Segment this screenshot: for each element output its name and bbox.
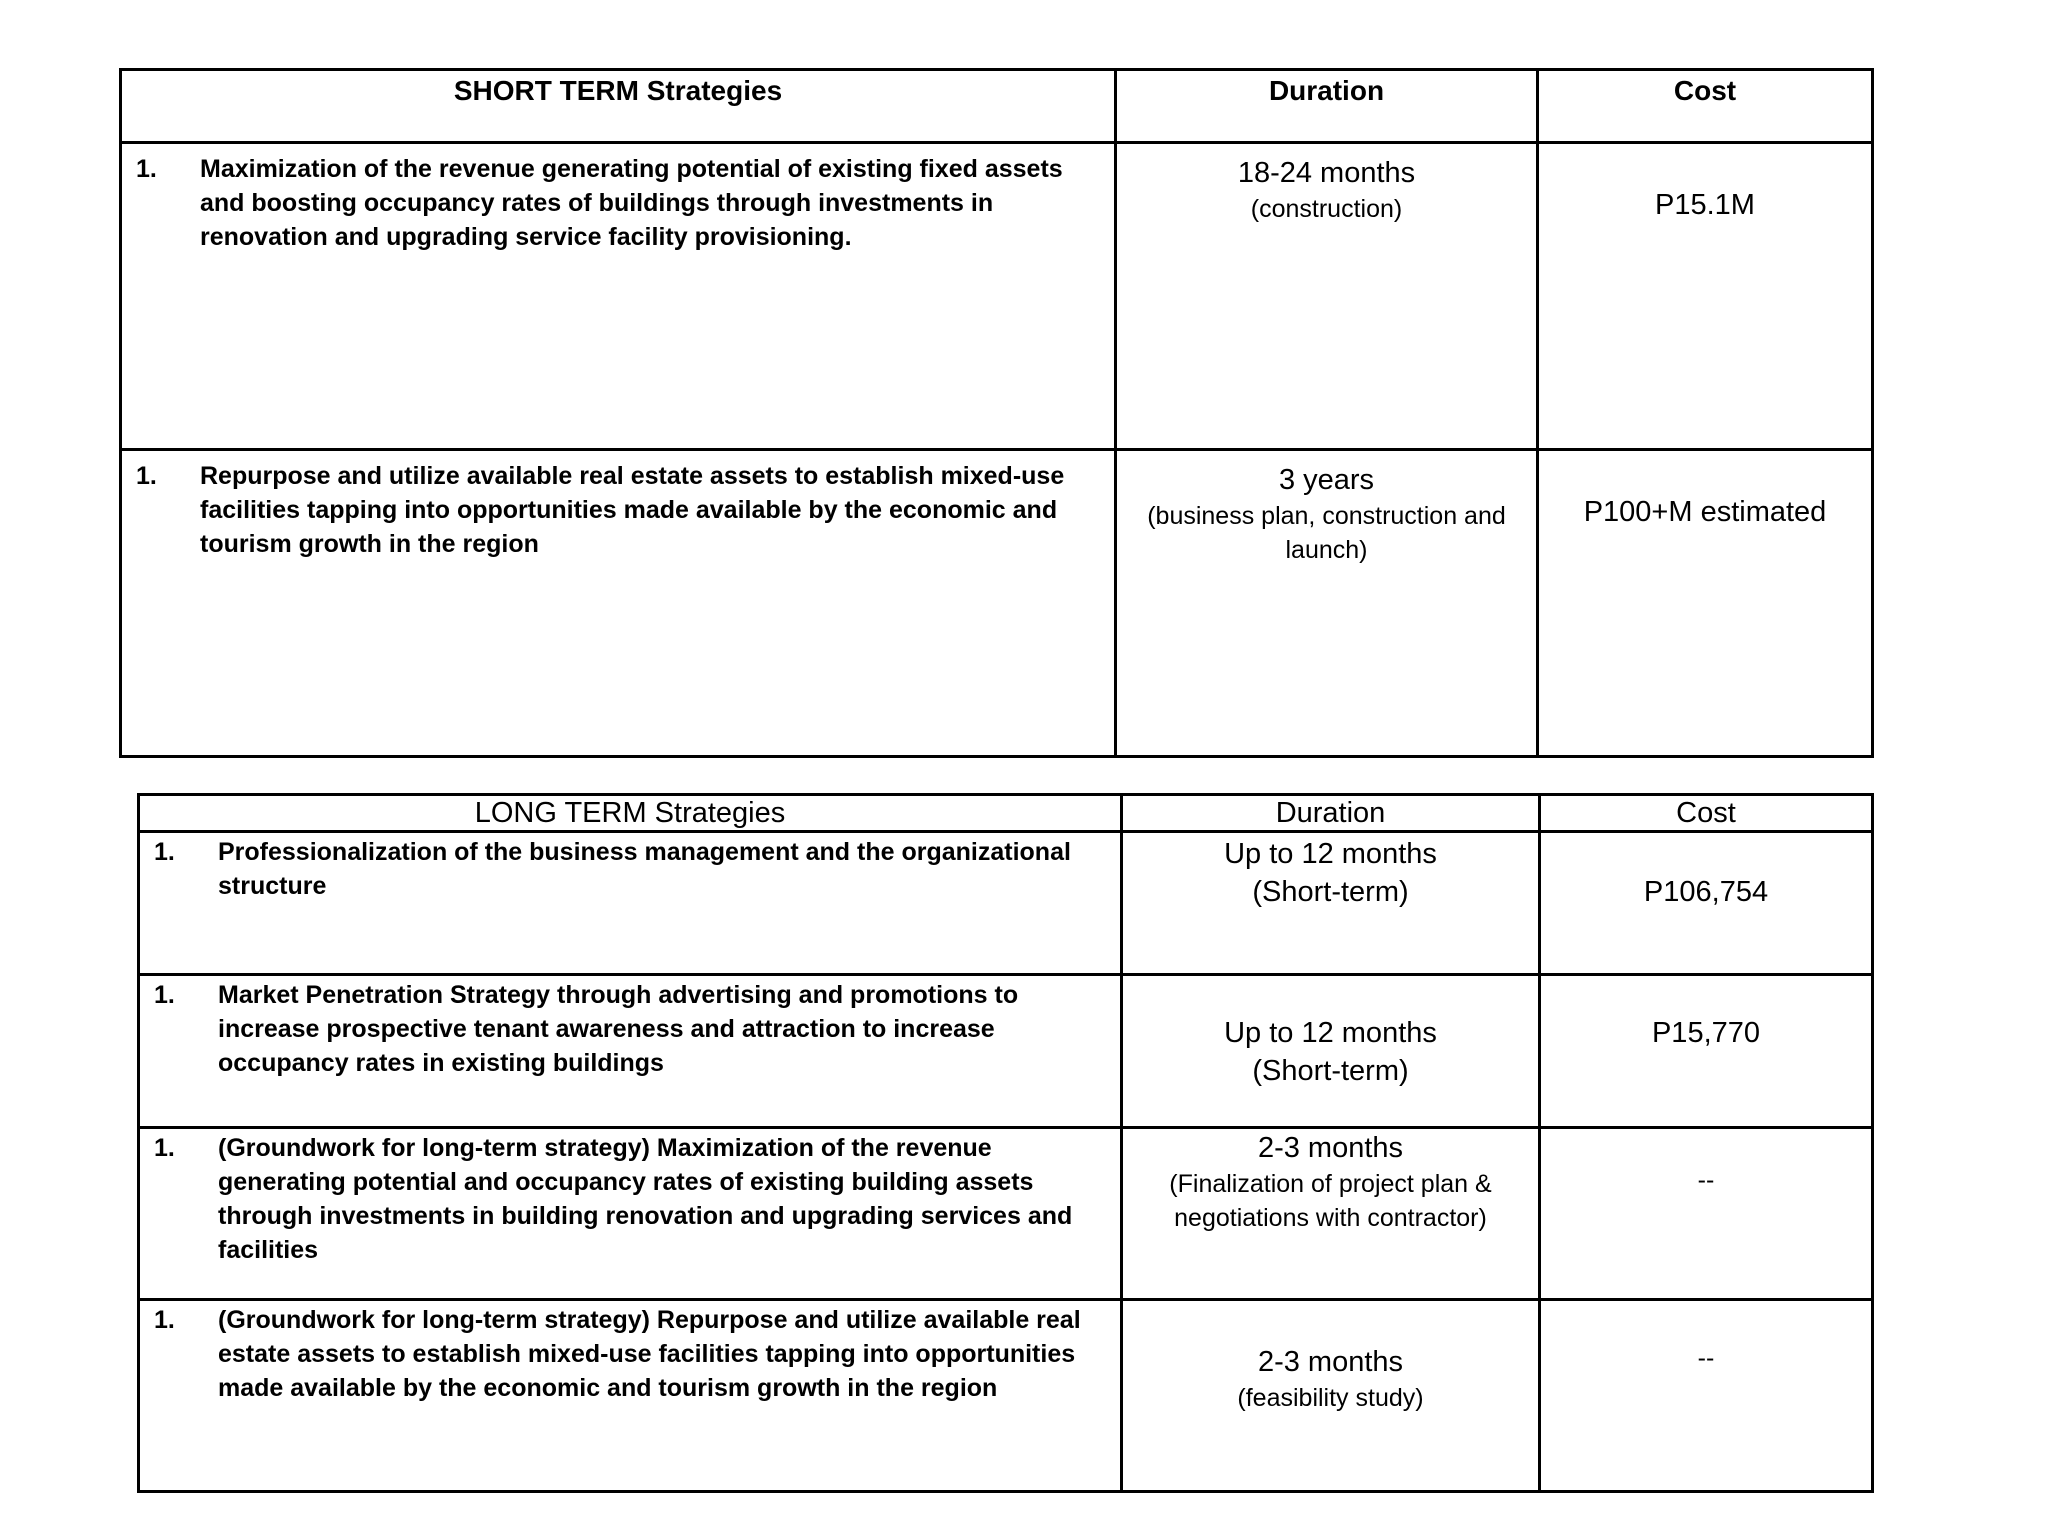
strategy-text: Professionalization of the business management and the organizational structure [218,838,1071,900]
long-term-header-row [139,795,1873,832]
cost-cell [1540,975,1873,1128]
strategy-text: Market Penetration Strategy through advertising and promotions to increase prospective tenant awareness and attraction to increase occupancy rates in existing buildings [218,981,1019,1077]
short-term-header-row [121,70,1873,143]
cost-value: P106,754 [1643,876,1769,908]
table-row [139,1128,1873,1300]
cost-cell [1538,143,1873,450]
table-row [139,832,1873,975]
table-row [139,975,1873,1128]
short-term-strategies-header: SHORT TERM Strategies [121,70,1116,143]
table-row [121,450,1873,757]
duration-note: (Short-term) [1252,1055,1409,1087]
short-term-strategies-table [119,68,1874,758]
short-term-cost-header: Cost [1538,70,1873,143]
row-number: 1. [154,1134,175,1162]
long-term-duration-header: Duration [1122,795,1540,832]
duration-main: 3 years [1278,464,1375,496]
strategy-cell [139,1300,1122,1492]
long-term-strategies-table [137,793,1874,1493]
short-term-duration-header: Duration [1116,70,1538,143]
duration-cell [1116,143,1538,450]
long-term-strategies-header: LONG TERM Strategies [139,795,1122,832]
cost-value: P15.1M [1655,189,1755,221]
cost-cell [1538,450,1873,757]
strategy-text: Repurpose and utilize available real estate assets to establish mixed-use facilities tapping into opportunities made available by the economic and tourism growth in the region [200,462,1065,558]
row-number: 1. [154,981,175,1009]
cost-value: -- [1697,1344,1715,1372]
duration-main: Up to 12 months [1224,838,1437,870]
cost-cell [1540,832,1873,975]
row-number: 1. [136,155,157,183]
duration-main: 2-3 months [1257,1132,1404,1164]
cost-cell [1540,1300,1873,1492]
row-number: 1. [154,1306,175,1334]
duration-main: 18-24 months [1237,157,1416,189]
strategy-cell [121,450,1116,757]
strategy-text: (Groundwork for long-term strategy) Maximization of the revenue generating potential and occupancy rates of existing building assets through investments in building renovation and upgrading services and facilities [218,1134,1073,1264]
cost-value: P100+M estimated [1583,496,1827,528]
duration-note: (business plan, construction and launch) [1147,502,1506,564]
table-row [139,1300,1873,1492]
row-number: 1. [136,462,157,490]
duration-note: (construction) [1250,195,1403,223]
duration-note: (Finalization of project plan & negotiations with contractor) [1169,1170,1492,1232]
duration-main: 2-3 months [1257,1346,1404,1378]
duration-cell [1116,450,1538,757]
cost-value: -- [1697,1166,1715,1194]
table-row [121,143,1873,450]
strategy-text: Maximization of the revenue generating potential of existing fixed assets and boosting occupancy rates of buildings through investments in renovation and upgrading service facility provisioning. [200,155,1063,251]
duration-note: (feasibility study) [1237,1384,1424,1412]
strategy-cell [139,975,1122,1128]
row-number: 1. [154,838,175,866]
strategy-text: (Groundwork for long-term strategy) Repurpose and utilize available real estate assets to establish mixed-use facilities tapping into opportunities made available by the economic and tourism growth in the region [218,1306,1081,1402]
duration-main: Up to 12 months [1224,1017,1437,1049]
strategy-cell [121,143,1116,450]
duration-cell [1122,1300,1540,1492]
duration-cell [1122,832,1540,975]
cost-cell [1540,1128,1873,1300]
long-term-cost-header: Cost [1540,795,1873,832]
duration-cell [1122,1128,1540,1300]
cost-value: P15,770 [1651,1017,1761,1049]
duration-cell [1122,975,1540,1128]
strategy-cell [139,832,1122,975]
duration-note: (Short-term) [1252,876,1409,908]
strategy-cell [139,1128,1122,1300]
